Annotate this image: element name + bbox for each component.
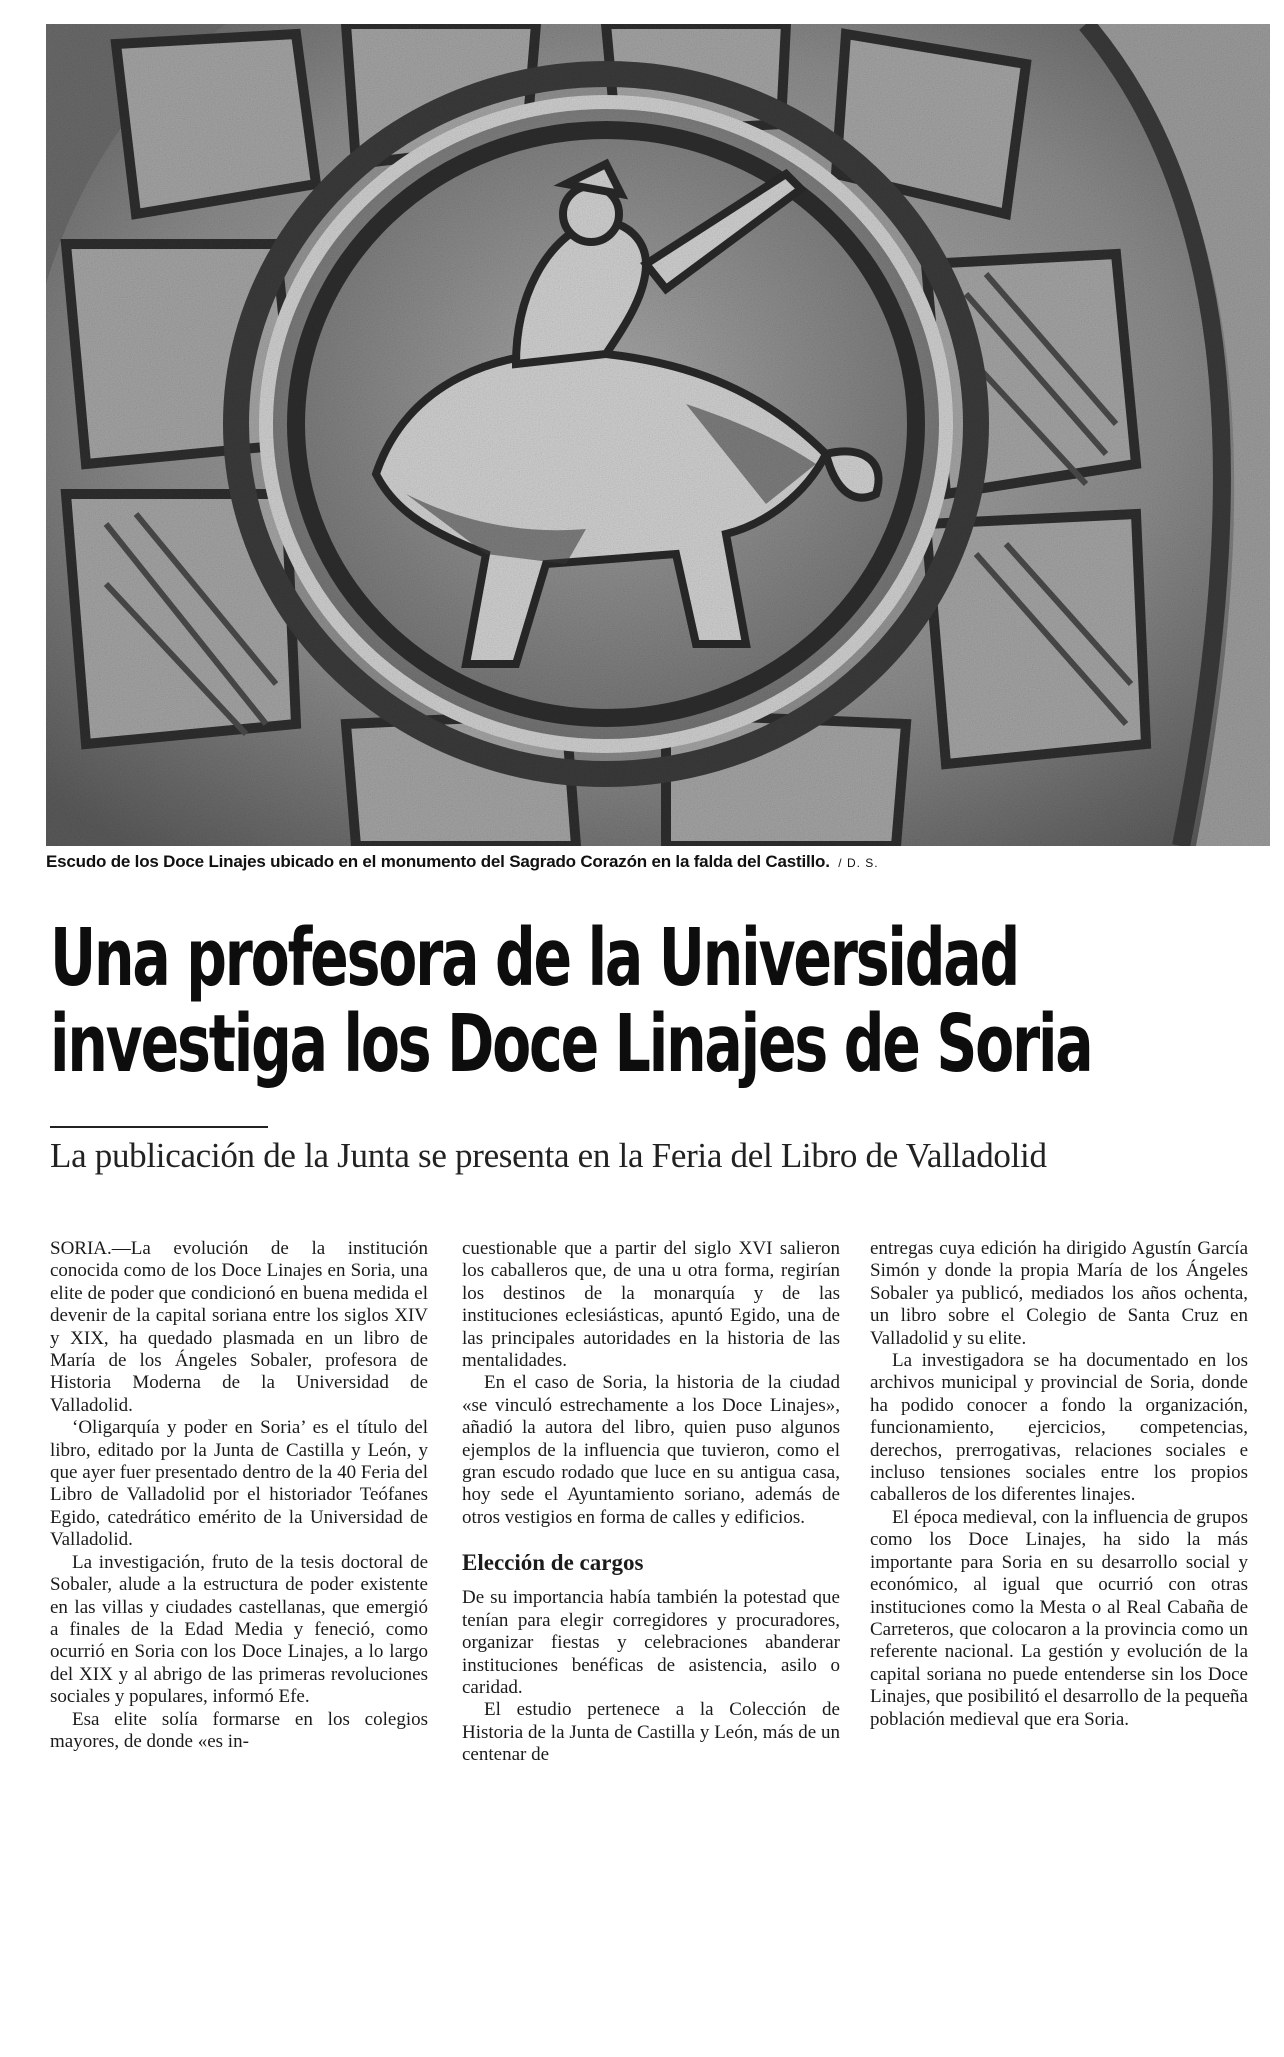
headline-line-2: investiga los Doce Linajes de Soria (50, 998, 1092, 1090)
paragraph: El época medieval, con la influencia de grupos como los Doce Linajes, ha sido la más importante para Soria en su desarrollo social y económico, al igual que ocurrió con otras instituciones como la Mesta o al Real Cabaña de Carreteros, que colocaron a la provincia como un referente nacional. La gestión y evolución de la capital soriana no puede entenderse sin los Doce Linajes, que posibilitó el desarrollo de la pequeña población medieval que era Soria. (870, 1506, 1248, 1730)
paragraph: ‘Oligarquía y poder en Soria’ es el título del libro, editado por la Junta de Castilla y León, y que ayer fuer presentado dentro de la 40 Feria del Libro de Valladolid por el historiador Teófanes Egido, catedrático emérito de la Universidad de Valladolid. (50, 1417, 428, 1551)
article-column-3 (870, 1238, 1248, 1731)
coat-of-arms-illustration (46, 24, 1270, 846)
photo-caption (46, 852, 1270, 872)
paragraph: La investigación, fruto de la tesis doctoral de Sobaler, alude a la estructura de poder existente en las villas y ciudades castellanas, que emergió a finales de la Edad Media y feneció, como ocurrió en Soria con los Doce Linajes, a lo largo del XIX y al abrigo de las primeras revoluciones sociales y populares, informó Efe. (50, 1551, 428, 1708)
paragraph: En el caso de Soria, la historia de la ciudad «se vinculó estrechamente a los Doce Linajes», añadió la autora del libro, quien puso algunos ejemplos de la influencia que tuvieron, como el gran escudo rodado que luce en su antigua casa, hoy sede el Ayuntamiento soriano, además de otros vestigios en forma de calles y edificios. (462, 1372, 840, 1528)
coat-of-arms-photo (46, 24, 1270, 846)
paragraph: SORIA.—La evolución de la institución conocida como de los Doce Linajes en Soria, una elite de poder que condicionó en buena medida el devenir de la capital soriana entre los siglos XIV y XIX, ha quedado plasmada en un libro de María de los Ángeles Sobaler, profesora de Historia Moderna de la Universidad de Valladolid. (50, 1238, 428, 1416)
headline (50, 912, 1092, 1090)
section-heading: Elección de cargos (462, 1550, 644, 1576)
article-column-1 (50, 1238, 428, 1753)
paragraph: El estudio pertenece a la Colección de Historia de la Junta de Castilla y León, más de un centenar de (462, 1699, 840, 1766)
article-body (50, 1238, 1280, 2057)
subhead: La publicación de la Junta se presenta en la Feria del Libro de Valladolid (50, 1136, 1047, 1175)
headline-line-1: Una profesora de la Universidad (50, 912, 1019, 1004)
paragraph: Esa elite solía formarse en los colegios mayores, de donde «es in- (50, 1708, 428, 1752)
article-column-2 (462, 1238, 840, 1766)
caption-text: Escudo de los Doce Linajes ubicado en el monumento del Sagrado Corazón en la falda del Castillo. (46, 852, 830, 871)
paragraph: cuestionable que a partir del siglo XVI salieron los caballeros que, de una u otra forma, regirían los destinos de la monarquía y de las instituciones eclesiásticas, apuntó Egido, una de las principales autoridades en la historia de las mentalidades. (462, 1238, 840, 1372)
paragraph: entregas cuya edición ha dirigido Agustín García Simón y donde la propia María de los Ángeles Sobaler ya publicó, mediados los años ochenta, un libro sobre el Colegio de Santa Cruz en Valladolid y su elite. (870, 1238, 1248, 1349)
paragraph: De su importancia había también la potestad que tenían para elegir corregidores y procuradores, organizar fiestas y celebraciones abanderar instituciones benéficas de asistencia, asilo o caridad. (462, 1587, 840, 1698)
subhead-rule (50, 1126, 268, 1128)
photo-credit: / D. S. (838, 856, 879, 870)
paragraph: La investigadora se ha documentado en los archivos municipal y provincial de Soria, donde ha podido conocer a fondo la organización, funcionamiento, ejercicios, competencias, derechos, prerrogativas, relaciones sociales e incluso tensiones sociales entre los propios caballeros de los diferentes linajes. (870, 1350, 1248, 1506)
